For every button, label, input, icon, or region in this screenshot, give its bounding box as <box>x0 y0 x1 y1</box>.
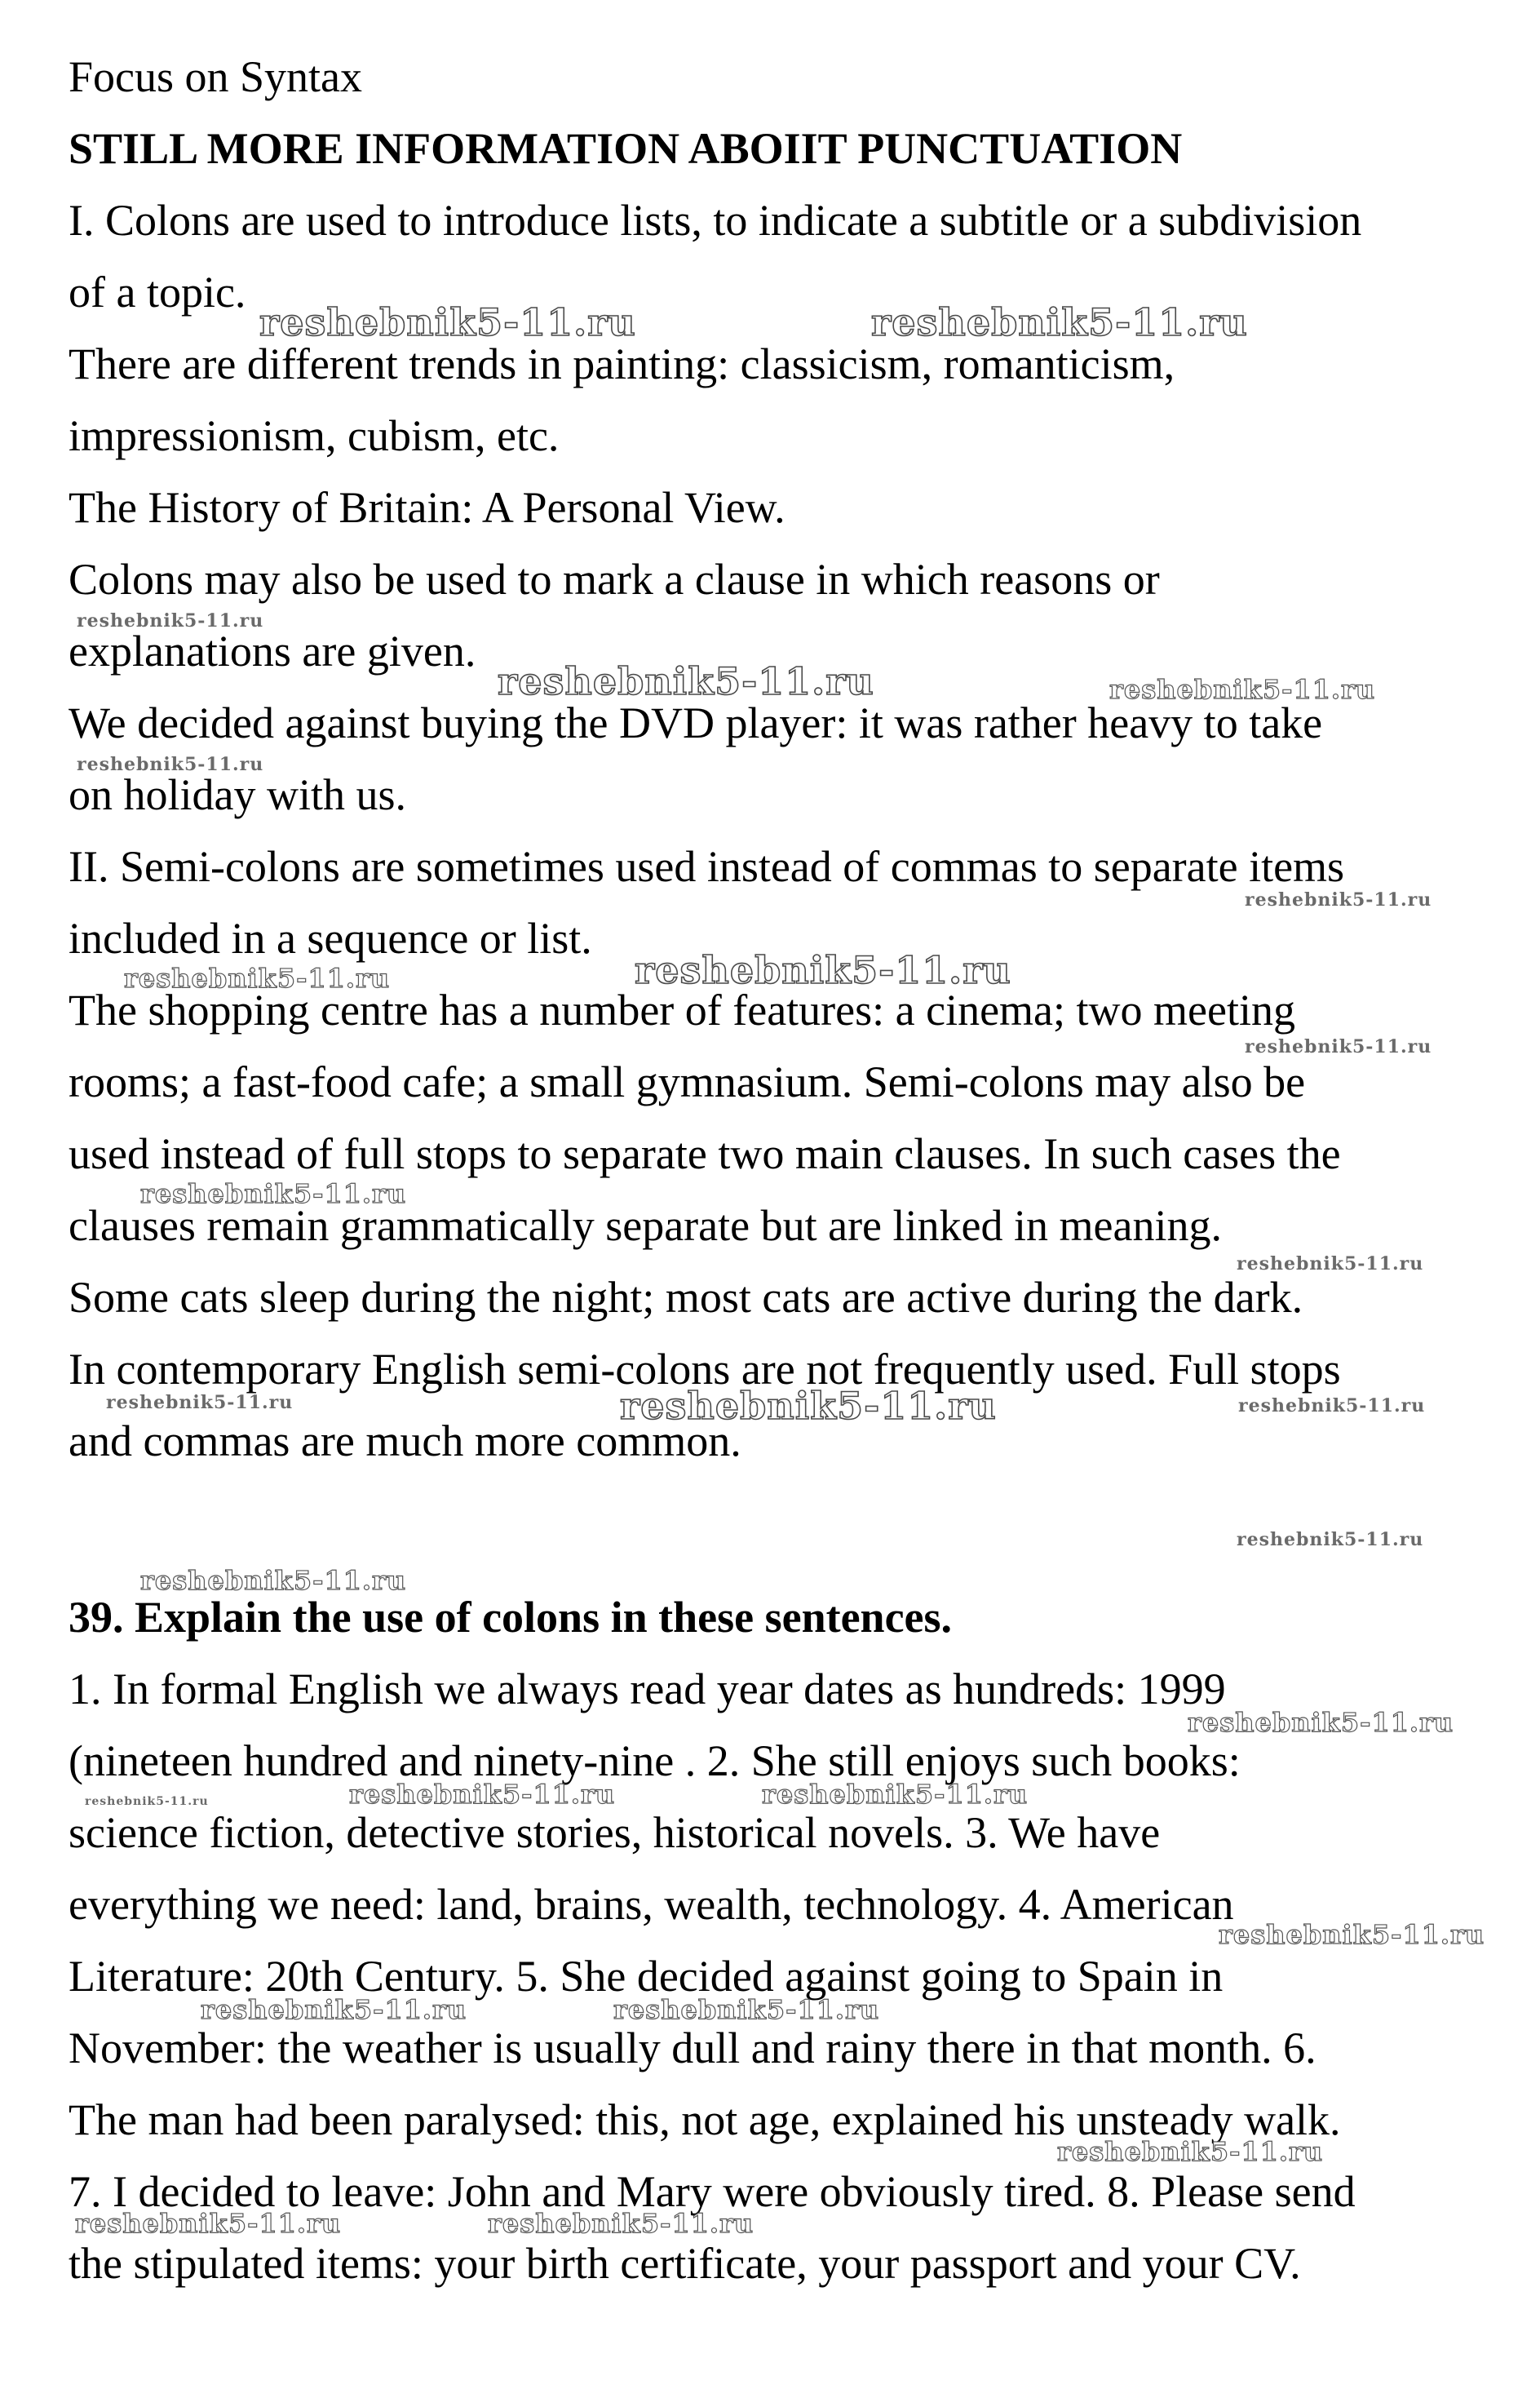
watermark: reshebnik5-11.ru <box>1219 1919 1485 1950</box>
watermark: reshebnik5-11.ru <box>140 1565 407 1596</box>
body-line: and commas are much more common. <box>69 1416 741 1465</box>
exercise-line: Literature: 20th Century. 5. She decided against going to Spain in <box>69 1952 1224 2001</box>
body-line: Colons may also be used to mark a clause in which reasons or <box>69 555 1160 604</box>
exercise-line: the stipulated items: your birth certificate, your passport and your CV. <box>69 2239 1301 2288</box>
body-line: We decided against buying the DVD player: it was rather heavy to take <box>69 698 1323 747</box>
body-line: on holiday with us. <box>69 770 406 819</box>
watermark: reshebnik5-11.ru <box>762 1779 1029 1810</box>
exercise-line: science fiction, detective stories, historical novels. 3. We have <box>69 1808 1161 1857</box>
watermark: reshebnik5-11.ru <box>1238 1395 1426 1416</box>
watermark: reshebnik5-11.ru <box>140 1178 407 1209</box>
body-line: There are different trends in painting: classicism, romanticism, <box>69 339 1175 388</box>
exercise-line: November: the weather is usually dull and rainy there in that month. 6. <box>69 2023 1317 2072</box>
body-line: The History of Britain: A Personal View. <box>69 483 785 532</box>
body-line: clauses remain grammatically separate but are linked in meaning. <box>69 1201 1222 1250</box>
body-line: The shopping centre has a number of features: a cinema; two meeting <box>69 986 1295 1035</box>
body-line: impressionism, cubism, etc. <box>69 411 560 460</box>
watermark: reshebnik5-11.ru <box>635 948 1011 992</box>
exercise-line: The man had been paralysed: this, not age, explained his unsteady walk. <box>69 2095 1341 2144</box>
watermark: reshebnik5-11.ru <box>259 300 636 344</box>
watermark: reshebnik5-11.ru <box>349 1779 616 1810</box>
watermark: reshebnik5-11.ru <box>1237 1529 1424 1550</box>
watermark: reshebnik5-11.ru <box>488 2208 755 2239</box>
watermark: reshebnik5-11.ru <box>106 1392 294 1413</box>
exercise-title: 39. Explain the use of colons in these sentences. <box>69 1593 953 1642</box>
watermark: reshebnik5-11.ru <box>1237 1253 1424 1274</box>
section-title: STILL MORE INFORMATION ABOIIT PUNCTUATION <box>69 124 1183 173</box>
watermark: reshebnik5-11.ru <box>77 610 264 632</box>
exercise-line: everything we need: land, brains, wealth, technology. 4. American <box>69 1880 1234 1929</box>
watermark: reshebnik5-11.ru <box>1057 2136 1324 2167</box>
page-header: Focus on Syntax <box>69 52 363 101</box>
body-line: Some cats sleep during the night; most cats are active during the dark. <box>69 1273 1303 1322</box>
watermark: reshebnik5-11.ru <box>1245 1036 1432 1057</box>
exercise-line: (nineteen hundred and ninety-nine . 2. She still enjoys such books: <box>69 1736 1241 1785</box>
body-line: explanations are given. <box>69 627 476 676</box>
watermark: reshebnik5-11.ru <box>77 754 264 775</box>
watermark: reshebnik5-11.ru <box>124 963 391 994</box>
watermark: reshebnik5-11.ru <box>871 300 1248 344</box>
exercise-line: 7. I decided to leave: John and Mary were obviously tired. 8. Please send <box>69 2167 1356 2216</box>
watermark: reshebnik5-11.ru <box>1188 1707 1454 1738</box>
watermark: reshebnik5-11.ru <box>75 2208 342 2239</box>
body-line: I. Colons are used to introduce lists, to indicate a subtitle or a subdivision <box>69 196 1362 245</box>
body-line: rooms; a fast-food cafe; a small gymnasium. Semi-colons may also be <box>69 1057 1306 1106</box>
watermark: reshebnik5-11.ru <box>201 1994 467 2025</box>
watermark: reshebnik5-11.ru <box>613 1994 880 2025</box>
body-line: used instead of full stops to separate two main clauses. In such cases the <box>69 1129 1341 1178</box>
watermark: reshebnik5-11.ru <box>498 659 874 703</box>
body-line: included in a sequence or list. <box>69 914 592 963</box>
body-line: of a topic. <box>69 268 246 317</box>
watermark: reshebnik5-11.ru <box>620 1384 997 1428</box>
body-line: In contemporary English semi-colons are not frequently used. Full stops <box>69 1345 1341 1394</box>
exercise-line: 1. In formal English we always read year dates as hundreds: 1999 <box>69 1664 1226 1713</box>
watermark: reshebnik5-11.ru <box>1245 889 1432 911</box>
watermark: reshebnik5-11.ru <box>85 1795 209 1808</box>
watermark: reshebnik5-11.ru <box>1109 674 1376 705</box>
body-line: II. Semi-colons are sometimes used instead of commas to separate items <box>69 842 1345 891</box>
